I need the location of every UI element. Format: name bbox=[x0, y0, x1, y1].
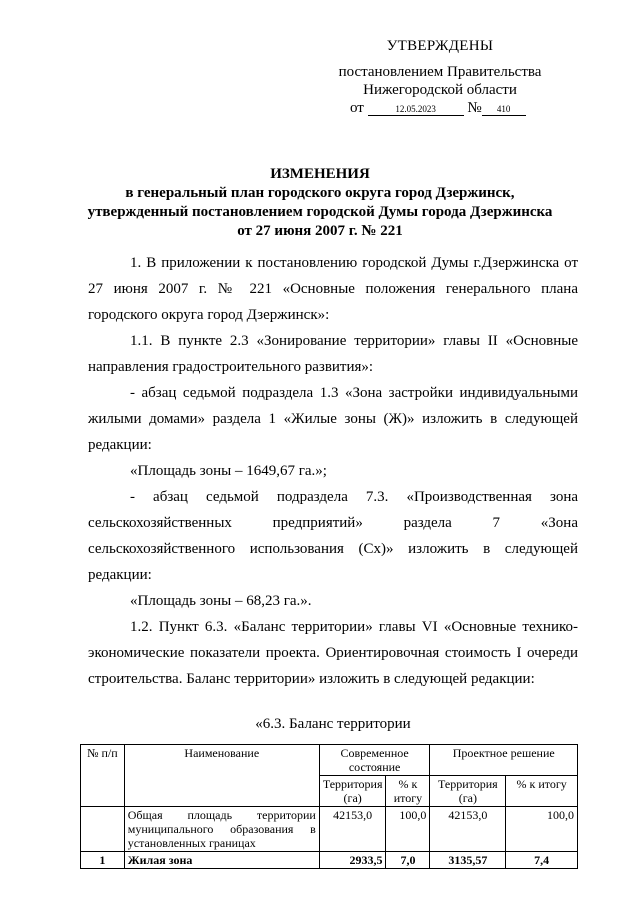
header-project: Проектное решение bbox=[430, 745, 578, 776]
from-label: от bbox=[350, 100, 364, 116]
row-project-area: 42153,0 bbox=[430, 807, 506, 852]
row-current-percent: 7,0 bbox=[386, 852, 430, 869]
approval-date: 12.05.2023 bbox=[368, 103, 464, 116]
row-num bbox=[81, 807, 125, 852]
row-project-percent: 7,4 bbox=[506, 852, 578, 869]
document-body bbox=[88, 250, 578, 692]
header-project-percent: % к итогу bbox=[506, 776, 578, 807]
header-name: Наименование bbox=[124, 745, 319, 807]
heading-line-1: ИЗМЕНЕНИЯ bbox=[270, 166, 370, 182]
number-label: № bbox=[467, 100, 482, 116]
row-name: Жилая зона bbox=[124, 852, 319, 869]
paragraph-1: 1. В приложении к постановлению городской Думы г.Дзержинска от 27 июня 2007 г. № 221 «Основные положения генерального плана городского округа город Дзержинск»: bbox=[88, 255, 578, 323]
row-project-area: 3135,57 bbox=[430, 852, 506, 869]
heading-line-4: от 27 июня 2007 г. № 221 bbox=[237, 223, 403, 239]
row-current-percent: 100,0 bbox=[386, 807, 430, 852]
paragraph-5: - абзац седьмой подраздела 7.3. «Производственная зона сельскохозяйственных предприятий» раздела 7 «Зона сельскохозяйственного использования (Сх)» изложить в следующей редакции: bbox=[88, 489, 578, 583]
paragraph-7: 1.2. Пункт 6.3. «Баланс территории» главы VI «Основные технико-экономические показатели проекта. Ориентировочная стоимость I очереди строительства. Баланс территории» изложить в следующей редакции: bbox=[88, 619, 578, 687]
heading-line-3: утвержденный постановлением городской Думы города Дзержинска bbox=[87, 204, 553, 220]
paragraph-6: «Площадь зоны – 68,23 га.». bbox=[130, 593, 312, 609]
document-heading bbox=[60, 165, 580, 241]
territory-balance-table bbox=[80, 744, 578, 869]
row-current-area: 2933,5 bbox=[319, 852, 386, 869]
approval-line-2: Нижегородской области bbox=[363, 82, 517, 98]
row-name: Общая площадь территории муниципального образования в установленных границах bbox=[124, 807, 319, 852]
header-current-percent: % к итогу bbox=[386, 776, 430, 807]
paragraph-3: - абзац седьмой подраздела 1.3 «Зона застройки индивидуальными жилыми домами» раздела 1 «Жилые зоны (Ж)» изложить в следующей редакции: bbox=[88, 385, 578, 453]
header-project-territory: Территория (га) bbox=[430, 776, 506, 807]
table-row bbox=[81, 807, 578, 852]
paragraph-2: 1.1. В пункте 2.3 «Зонирование территории» главы II «Основные направления градостроительного развития»: bbox=[88, 333, 578, 375]
table-header-row bbox=[81, 745, 578, 776]
table-caption: «6.3. Баланс территории bbox=[255, 716, 411, 732]
header-current: Современное состояние bbox=[319, 745, 430, 776]
row-current-area: 42153,0 bbox=[319, 807, 386, 852]
row-project-percent: 100,0 bbox=[506, 807, 578, 852]
approval-title: УТВЕРЖДЕНЫ bbox=[386, 38, 494, 54]
table-row bbox=[81, 852, 578, 869]
approval-number: 410 bbox=[482, 103, 526, 116]
heading-line-2: в генеральный план городского округа город Дзержинск, bbox=[125, 185, 515, 201]
row-num: 1 bbox=[81, 852, 125, 869]
paragraph-4: «Площадь зоны – 1649,67 га.»; bbox=[130, 463, 327, 479]
approval-line-1: постановлением Правительства bbox=[338, 64, 542, 80]
header-current-territory: Территория (га) bbox=[319, 776, 386, 807]
approval-date-number bbox=[350, 100, 526, 117]
header-num: № п/п bbox=[81, 745, 125, 807]
